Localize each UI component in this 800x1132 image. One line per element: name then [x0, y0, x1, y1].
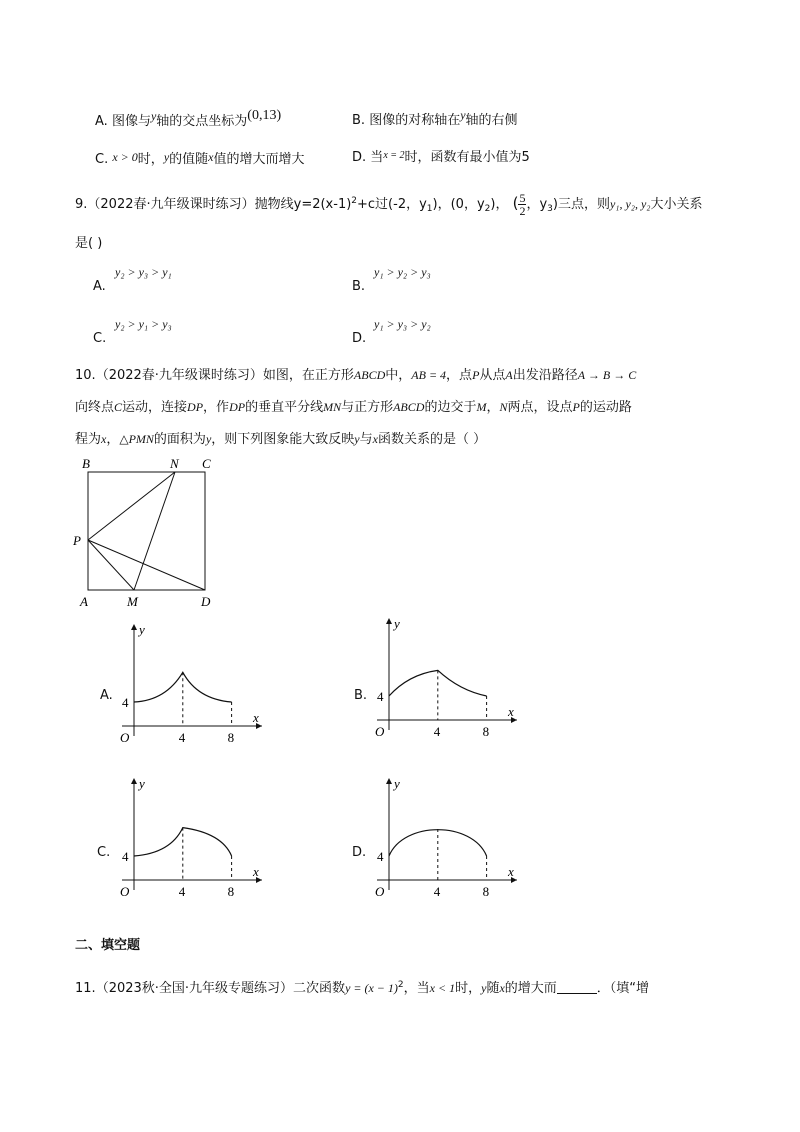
- square-abcd: [88, 472, 205, 590]
- q9-stem: 9.（2022春·九年级课时练习）抛物线$y=2(x-1)^2+c$过(-2，$y_1$)，(0，$y_2$)， ( $\frac{5}{2}$ ，$y_3$)三点，则y₁, y₂, y₂大小关系: [75, 191, 703, 218]
- x-axis-label: x: [508, 704, 514, 719]
- square-figure: [70, 456, 230, 612]
- q9-stem-cont: 是( ): [75, 236, 103, 251]
- q8-option-a: A. 图像与y轴的交点坐标为(0,13): [95, 108, 282, 129]
- y-axis-arrow: [131, 624, 137, 630]
- y-axis-label: y: [139, 776, 145, 791]
- q10-stem-line1: 10.（2022春·九年级课时练习）如图，在正方形ABCD中，AB = 4，点P从点A出发沿路径A → B → C: [75, 368, 637, 383]
- fraction-five-halves: $\frac{5}{2}$: [519, 191, 526, 218]
- x-axis-label: x: [253, 710, 259, 725]
- q10-stem-line3: 程为x，△PMN的面积为y，则下列图象能大致反映y与x函数关系的是（ ）: [75, 432, 487, 447]
- y-axis-arrow: [386, 778, 392, 784]
- label-d: D: [201, 594, 211, 609]
- x-tick-label-8: 8: [227, 730, 235, 745]
- origin-label: O: [375, 884, 385, 899]
- segment-pm: [88, 540, 134, 590]
- origin-label: O: [120, 884, 130, 899]
- graph-b: [367, 612, 527, 748]
- q8-option-d: D. 当$^{x = 2}$时，函数有最小值为5: [352, 150, 530, 165]
- x-tick-label-4: 4: [433, 724, 441, 739]
- y-tick-label-4: 4: [377, 689, 384, 704]
- label-m: M: [127, 594, 138, 609]
- x-tick-label-8: 8: [482, 884, 490, 899]
- x-axis-label: x: [508, 864, 514, 879]
- label-p: P: [73, 533, 81, 548]
- q10-stem-line2: 向终点C运动，连接DP，作DP的垂直平分线MN与正方形ABCD的边交于M，N两点，设点P的运动路: [75, 400, 632, 415]
- label-b: B: [82, 456, 90, 471]
- origin-label: O: [375, 724, 385, 739]
- y-axis-label: y: [139, 622, 145, 637]
- x-tick-label-4: 4: [178, 884, 186, 899]
- y-tick-label-4: 4: [377, 849, 384, 864]
- label-c: C: [202, 456, 211, 471]
- q9-option-d: y₁ > y₃ > y₂ D.: [352, 317, 431, 347]
- answer-blank[interactable]: [557, 981, 597, 994]
- y-tick-label-4: 4: [122, 695, 129, 710]
- y-tick-label-4: 4: [122, 849, 129, 864]
- graph-d: [367, 772, 527, 908]
- x-axis-label: x: [253, 864, 259, 879]
- graph-option-a-label: A.: [100, 688, 113, 703]
- y-axis-arrow: [386, 618, 392, 624]
- y-axis-arrow: [131, 778, 137, 784]
- label-n: N: [170, 456, 179, 471]
- q9-option-c: y₂ > y₁ > y₃ C.: [93, 317, 172, 347]
- x-tick-label-4: 4: [433, 884, 441, 899]
- x-tick-label-8: 8: [482, 724, 490, 739]
- segment-pn: [88, 472, 175, 540]
- x-tick-label-4: 4: [178, 730, 186, 745]
- segment-pd: [88, 540, 205, 590]
- q11-stem: 11.（2023秋·全国·九年级专题练习）二次函数$y = (x - 1)^2$，当x < 1时，y随x的增大而 ．（填“增: [75, 980, 650, 996]
- graph-option-c-label: C.: [97, 845, 111, 860]
- q9-option-a: y₂ > y₃ > y₁ A.: [93, 265, 172, 295]
- origin-label: O: [120, 730, 130, 745]
- label-a: A: [80, 594, 88, 609]
- section-title-fill-blank: 二、填空题: [75, 938, 141, 953]
- y-axis-label: y: [394, 776, 400, 791]
- q8-option-c: C. x > 0时，y的值随x值的增大而增大: [95, 150, 305, 167]
- graph-c: [112, 772, 272, 908]
- segment-mn: [134, 472, 175, 590]
- graph-a: [112, 618, 272, 754]
- y-axis-label: y: [394, 616, 400, 631]
- x-tick-label-8: 8: [227, 884, 235, 899]
- q8-option-b: B. 图像的对称轴在y轴的右侧: [352, 108, 518, 128]
- q9-option-b: y₁ > y₂ > y₃ B.: [352, 265, 431, 295]
- graph-option-d-label: D.: [352, 845, 367, 860]
- graph-option-b-label: B.: [354, 688, 368, 703]
